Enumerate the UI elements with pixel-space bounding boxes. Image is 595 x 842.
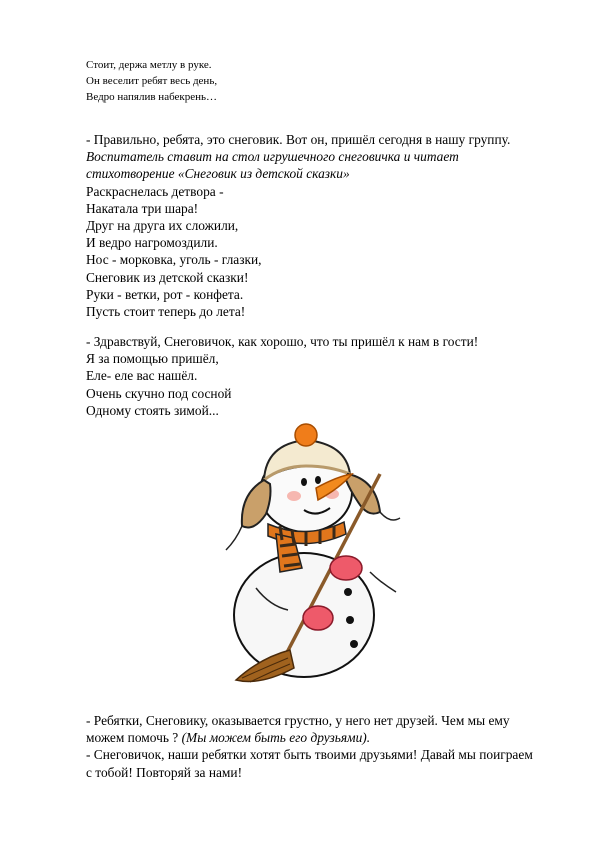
hat-flap-left	[242, 480, 271, 528]
eye-right	[315, 476, 321, 484]
pompom	[295, 424, 317, 446]
poem-line: Ведро напялив набекрень…	[86, 91, 218, 103]
verse-line: Раскраснелась детвора -	[86, 183, 224, 199]
verse-line: Накатала три шара!	[86, 200, 199, 216]
mitten-right	[330, 556, 362, 580]
stage-direction: Воспитатель ставит на стол игрушечного снеговичка и читает	[86, 149, 459, 165]
verse-line: Я за помощью пришёл,	[86, 351, 219, 367]
poem-line: Стоит, держа метлу в руке.	[86, 59, 212, 71]
verse-line: Друг на друга их сложили,	[86, 218, 239, 234]
snowman-illustration	[220, 422, 410, 694]
coal-button	[350, 640, 358, 648]
cheek	[287, 491, 301, 501]
verse-line: Нос - морковка, уголь - глазки,	[86, 252, 262, 268]
teacher-line: - Ребятки, Снеговику, оказывается грустно, у него нет друзей. Чем мы ему	[86, 713, 510, 728]
poem-line: Он веселит ребят весь день,	[86, 75, 218, 87]
verse-line: Пусть стоит теперь до лета!	[86, 304, 246, 320]
greeting-line: - Здравствуй, Снеговичок, как хорошо, что ты пришёл к нам в гости!	[86, 334, 479, 349]
dialog-section-3	[86, 712, 566, 781]
verse-line: Одному стоять зимой...	[86, 402, 219, 418]
verse-line: Снеговик из детской сказки!	[86, 269, 249, 285]
verse-line: Руки - ветки, рот - конфета.	[86, 286, 244, 302]
verse-line: Еле- еле вас нашёл.	[86, 368, 198, 384]
stage-direction: стихотворение «Снеговик из детской сказки»	[86, 166, 350, 182]
coal-button	[344, 588, 352, 596]
teacher-line: - Правильно, ребята, это снеговик. Вот он, пришёл сегодня в нашу группу.	[86, 132, 511, 147]
teacher-line	[86, 729, 566, 746]
poem-intro	[86, 57, 566, 105]
question-text: можем помочь ?	[86, 730, 182, 746]
dialog-section-2	[86, 333, 566, 419]
eye-left	[301, 478, 307, 486]
coal-button	[346, 616, 354, 624]
mitten-left	[303, 606, 333, 630]
teacher-line: - Снеговичок, наши ребятки хотят быть твоими друзьями! Давай мы поиграем	[86, 747, 533, 763]
verse-line: Очень скучно под сосной	[86, 385, 232, 401]
dialog-section-1	[86, 131, 566, 320]
teacher-line: с тобой! Повторяй за нами!	[86, 764, 243, 780]
verse-line: И ведро нагромоздили.	[86, 235, 218, 251]
expected-answer: (Мы можем быть его друзьями).	[181, 730, 371, 746]
